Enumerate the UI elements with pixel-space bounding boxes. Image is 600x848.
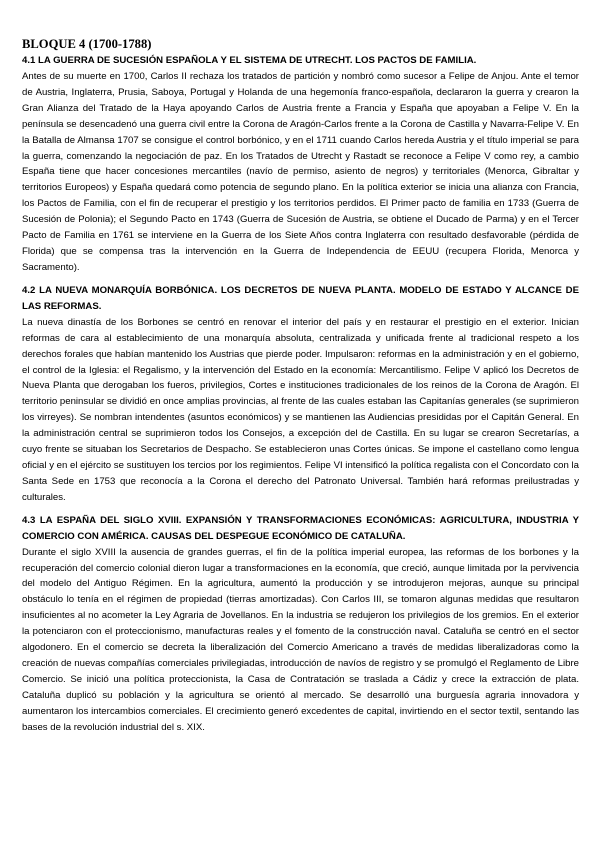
section-4-1 — [22, 53, 579, 276]
section-heading: 4.1 LA GUERRA DE SUCESIÓN ESPAÑOLA Y EL SISTEMA DE UTRECHT. LOS PACTOS DE FAMILIA. — [22, 55, 477, 66]
document-title: BLOQUE 4 (1700-1788) — [22, 37, 152, 51]
section-4-2 — [22, 283, 579, 506]
section-body: Antes de su muerte en 1700, Carlos II rechaza los tratados de partición y nombró como sucesor a Felipe de Anjou. Ante el temor de Austria, Inglaterra, Prusia, Saboya, Portugal y Holanda de una hegemonía franco-española, declararon la guerra y crearon la Gran Alianza del Tratado de la Haya apoyando Carlos de Austria frente a Francia y España que apoyaban a Felipe V. En la península se desencadenó una guerra civil entre la Corona de Aragón-Carlos frente a la Corona de Castilla y Navarra-Felipe V. En la Batalla de Almansa 1707 se consigue el control borbónico, y en el 1711 cuando Carlos hereda Austria y el título imperial se para la guerra, comenzando la negociación de paz. En los Tratados de Utrecht y Rastadt se reconoce a Felipe V como rey, a cambio España tiene que hacer concesiones mercantiles (navío de permiso, asiento de negros) y territoriales (Menorca, Gibraltar y territorios Europeos) y España quedará como potencia de segundo plano. En la política exterior se inicia una alianza con Francia, los Pactos de Familia, con el fin de recuperar el prestigio y los territorios perdidos. El Primer pacto de familia en 1733 (Guerra de Sucesión de Polonia); el Segundo Pacto en 1743 (Guerra de Sucesión de Austria, se obtiene el Ducado de Parma) y en el Tercer Pacto de Familia en 1761 se interviene en la Guerra de los Siete Años contra Inglaterra con resultado desfavorable (pérdida de Florida) que se compensa tras la intervención en la Guerra de Independencia de EEUU (recupera Florida, Menorca y Sacramento). — [22, 71, 579, 273]
section-heading: 4.2 LA NUEVA MONARQUÍA BORBÓNICA. LOS DECRETOS DE NUEVA PLANTA. MODELO DE ESTADO Y ALCANCE DE LAS REFORMAS. — [22, 284, 579, 312]
section-body: La nueva dinastía de los Borbones se centró en renovar el interior del país y en restaurar el prestigio en el exterior. Inician reformas de cara al establecimiento de una monarquía absoluta, centralizada y unificada frente al tradicional respeto a los derechos forales que habían mantenido los Austrias que pierde poder. Impulsaron: reformas en la administración y en el gobierno, el control de la Iglesia: el Regalismo, y la intervención del Estado en la economía: Mercantilismo. Felipe V aplicó los Decretos de Nueva Planta que derogaban los fueros, privilegios, Cortes e instituciones tradicionales de los reinos de la Corona de Aragón. El territorio peninsular se dividió en once amplias provincias, al frente de las cuales estaban las Capitanías generales (se suprimieron los virreyes). Se nombran intendentes (asuntos económicos) y se mantienen las Audiencias presididas por el Capitán General. En la administración central se suprimieron todos los Consejos, a excepción del de Castilla. En su lugar se crearon Secretarías, a cuyo frente se situaban los Secretarios de Despacho. Se establecieron unas Cortes únicas. Se impone el castellano como lengua oficial y en el ejército se sustituyen los tercios por los regimientos. Felipe VI intensificó la política regalista con el Concordato con la Santa Sede en 1753 que reconocía a la Corona el derecho del Patronato Universal. También hará reformas preilustradas y culturales. — [22, 316, 579, 503]
section-heading: 4.3 LA ESPAÑA DEL SIGLO XVIII. EXPANSIÓN Y TRANSFORMACIONES ECONÓMICAS: AGRICULTURA, INDUSTRIA Y COMERCIO CON AMÉRICA. CAUSAS DEL DESPEGUE ECONÓMICO DE CATALUÑA. — [22, 514, 579, 542]
section-body: Durante el siglo XVIII la ausencia de grandes guerras, el fin de la política imperial europea, las reformas de los borbones y la recuperación del comercio colonial dieron lugar a transformaciones en la economía, que creció, aunque limitada por la pervivencia del modelo del Antiguo Régimen. En la agricultura, aumentó la producción y se introdujeron mejoras, aunque su principal obstáculo lo tenía en el régimen de propiedad (tierras amortizadas). Con Carlos III, se tomaron algunas medidas que resultaron insuficientes al no acometer la Ley Agraria de Jovellanos. En la industria se redujeron los privilegios de los gremios. En el exterior la potenciaron con el proteccionismo, manufacturas reales y el fomento de la construcción naval. Cataluña se centró en el sector algodonero. En el comercio se decreta la liberalización del Comercio Americano a través de medidas liberalizadoras como la creación de nuevas compañías comerciales privilegiadas, introducción de navíos de registro y se promulgó el Reglamento de Libre Comercio. Se inició una política proteccionista, la Casa de Contratación se traslada a Cádiz y crece la extracción de plata. Cataluña duplicó su población y la agricultura se orientó al mercado. Se desarrolló una burguesía agraria innovadora y aumentaron los intercambios comerciales. El crecimiento generó excedentes de capital, invirtiendo en el sector textil, sentando las bases de la revolución industrial del s. XIX. — [22, 546, 579, 733]
document-page — [22, 36, 579, 743]
section-4-3 — [22, 513, 579, 736]
